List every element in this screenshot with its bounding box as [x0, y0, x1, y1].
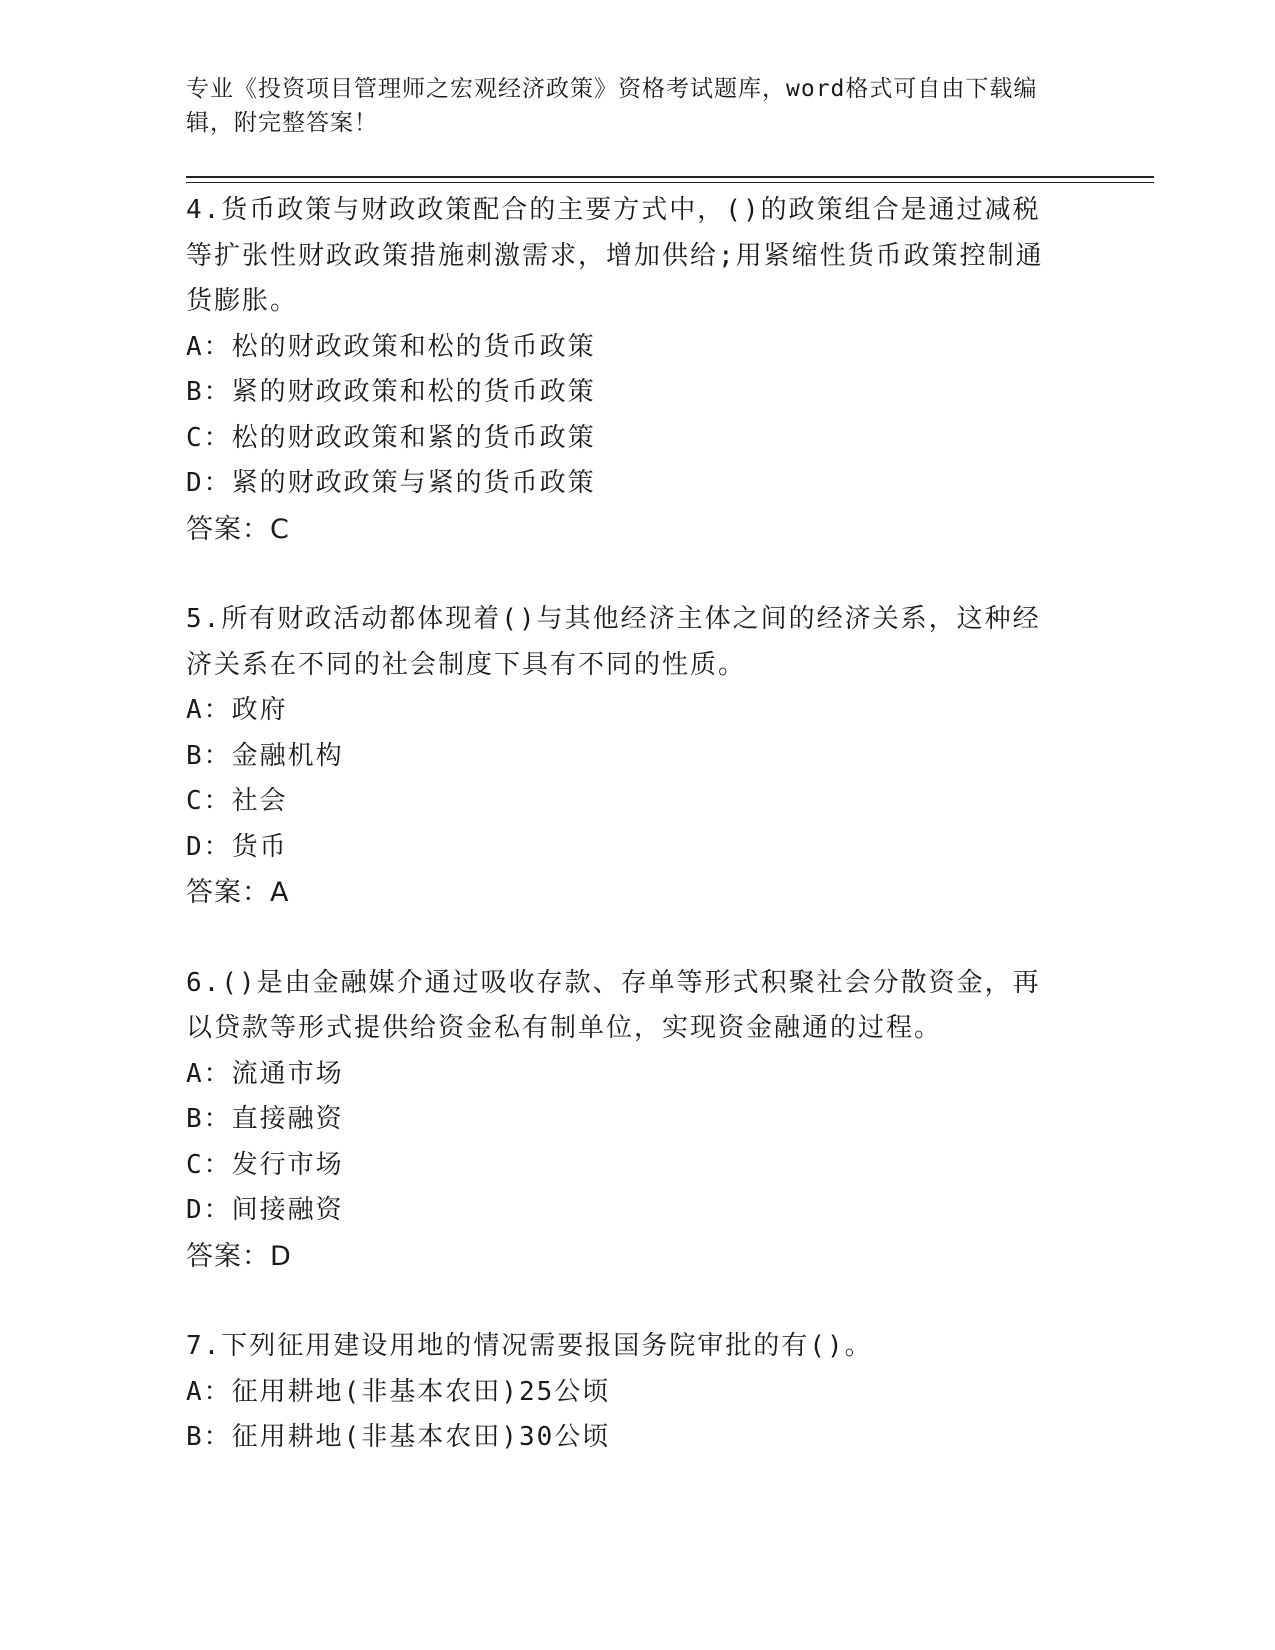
question-stem-line: 货膨胀。	[186, 286, 299, 316]
question-list	[186, 188, 1086, 1461]
question-spacer	[186, 916, 1086, 961]
header-line-1: 专业《投资项目管理师之宏观经济政策》资格考试题库，word格式可自由下载编	[186, 76, 1038, 102]
question-stem-line: 7.下列征用建设用地的情况需要报国务院审批的有()。	[186, 1331, 873, 1361]
question-stem-line: 济关系在不同的社会制度下具有不同的性质。	[186, 649, 747, 680]
answer: 答案：C	[186, 513, 290, 545]
question-5	[186, 597, 1086, 916]
header-line-2: 辑，附完整答案！	[186, 110, 378, 136]
question-spacer	[186, 552, 1086, 597]
option-c: C：社会	[186, 786, 288, 816]
question-stem-line: 6.()是由金融媒介通过吸收存款、存单等形式积聚社会分散资金，再	[186, 967, 1041, 998]
question-stem-line: 以贷款等形式提供给资金私有制单位，实现资金融通的过程。	[186, 1013, 943, 1043]
option-a: A：政府	[186, 695, 288, 725]
option-b: B：紧的财政政策和松的货币政策	[186, 377, 596, 407]
question-7	[186, 1324, 1086, 1461]
document-header	[186, 72, 1066, 140]
option-a: A：征用耕地(非基本农田)25公顷	[186, 1376, 611, 1407]
question-4	[186, 188, 1086, 552]
option-d: D：间接融资	[186, 1195, 344, 1225]
option-c: C：松的财政政策和紧的货币政策	[186, 422, 596, 453]
header-divider-thick	[186, 176, 1154, 178]
question-stem-line: 5.所有财政活动都体现着()与其他经济主体之间的经济关系，这种经	[186, 604, 1041, 634]
option-b: B：金融机构	[186, 740, 344, 771]
answer: 答案：D	[186, 1240, 292, 1272]
option-d: D：紧的财政政策与紧的货币政策	[186, 468, 596, 498]
question-6	[186, 961, 1086, 1280]
question-stem-line: 等扩张性财政政策措施刺激需求，增加供给;用紧缩性货币政策控制通	[186, 240, 1044, 271]
option-b: B：直接融资	[186, 1104, 344, 1134]
option-d: D：货币	[186, 831, 288, 862]
option-b: B：征用耕地(非基本农田)30公顷	[186, 1422, 611, 1452]
answer: 答案：A	[186, 877, 290, 908]
question-spacer	[186, 1279, 1086, 1324]
option-c: C：发行市场	[186, 1149, 344, 1180]
question-stem-line: 4.货币政策与财政政策配合的主要方式中，()的政策组合是通过减税	[186, 195, 1041, 225]
option-a: A：松的财政政策和松的货币政策	[186, 331, 596, 362]
header-divider-thin	[186, 182, 1154, 183]
option-a: A：流通市场	[186, 1058, 344, 1089]
